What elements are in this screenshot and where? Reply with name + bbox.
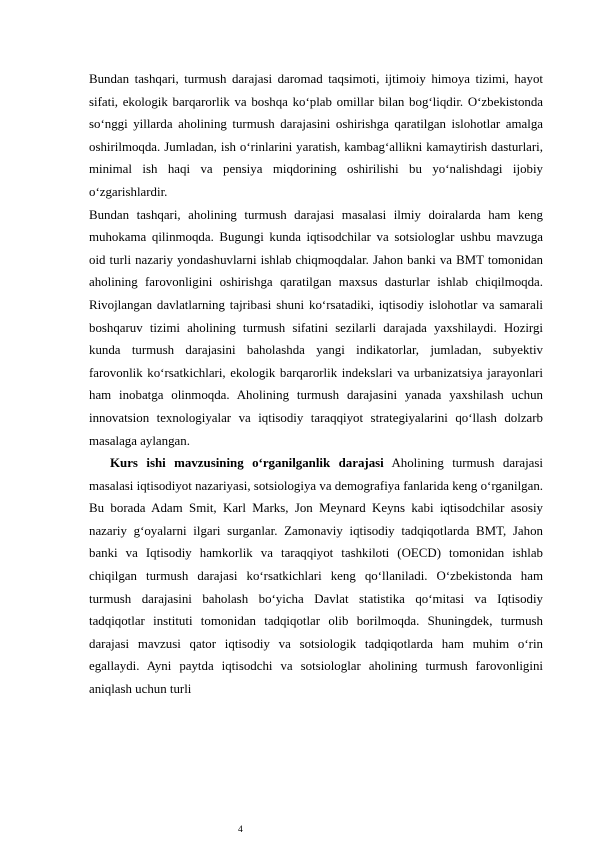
- paragraph-scientific-discussion: Bundan tashqari, aholining turmush darajasi masalasi ilmiy doiralarda ham keng muhokama qilinmoqda. Bugungi kunda iqtisodchilar va sotsiologlar ushbu mavzuga oid turli nazariy yondashuvlarni ishlab chiqmoqdalar. Jahon banki va BMT tomonidan aholining farovonligini oshirishga qaratilgan maxsus dasturlar ishlab chiqilmoqda. Rivojlangan davlatlarning tajribasi shuni ko‘rsatadiki, iqtisodiy islohotlar va samarali boshqaruv tizimi aholining turmush sifatini sezilarli darajada yaxshilaydi. Hozirgi kunda turmush darajasini baholashda yangi indikatorlar, jumladan, subyektiv farovonlik ko‘rsatkichlari, ekologik barqarorlik indekslari va urbanizatsiya jarayonlari ham inobatga olinmoqda. Aholining turmush darajasini yanada yaxshilash uchun innovatsion texnologiyalar va iqtisodiy taraqqiyot strategiyalarini qo‘llash dolzarb masalaga aylangan.: [89, 207, 543, 448]
- body-text: [89, 68, 543, 701]
- paragraph-research-level-body: Aholining turmush darajasi masalasi iqtisodiyot nazariyasi, sotsiologiya va demografiya fanlarida keng o‘rganilgan. Bu borada Adam Smit, Karl Marks, Jon Meynard Keyns kabi iqtisodchilar asosiy nazariy g‘oyalarni ilgari surganlar. Zamonaviy iqtisodiy tadqiqotlarda BMT, Jahon banki va Iqtisodiy hamkorlik va taraqqiyot tashkiloti (OECD) tomonidan ishlab chiqilgan turmush darajasi ko‘rsatkichlari keng qo‘llaniladi. O‘zbekistonda ham turmush darajasini baholash bo‘yicha Davlat statistika qo‘mitasi va Iqtisodiy tadqiqotlar instituti tomonidan tadqiqotlar olib borilmoqda. Shuningdek, turmush darajasi mavzusi qator iqtisodiy va sotsiologik tadqiqotlarda ham muhim o‘rin egallaydi. Ayni paytda iqtisodchi va sotsiologlar aholining turmush farovonligini aniqlash uchun turli: [89, 456, 543, 697]
- section-heading-inline: Kurs ishi mavzusining o‘rganilganlik darajasi: [110, 456, 384, 471]
- page-number: 4: [238, 825, 243, 835]
- paragraph-living-standards-factors: Bundan tashqari, turmush darajasi daromad taqsimoti, ijtimoiy himoya tizimi, hayot sifati, ekologik barqarorlik va boshqa ko‘plab omillar bilan bog‘liqdir. O‘zbekistonda so‘nggi yillarda aholining turmush darajasini oshirishga qaratilgan islohotlar amalga oshirilmoqda. Jumladan, ish o‘rinlarini yaratish, kambag‘allikni kamaytirish dasturlari, minimal ish haqi va pensiya miqdorining oshirilishi bu yo‘nalishdagi ijobiy o‘zgarishlardir.: [89, 72, 543, 199]
- paragraph-research-level: [89, 452, 543, 701]
